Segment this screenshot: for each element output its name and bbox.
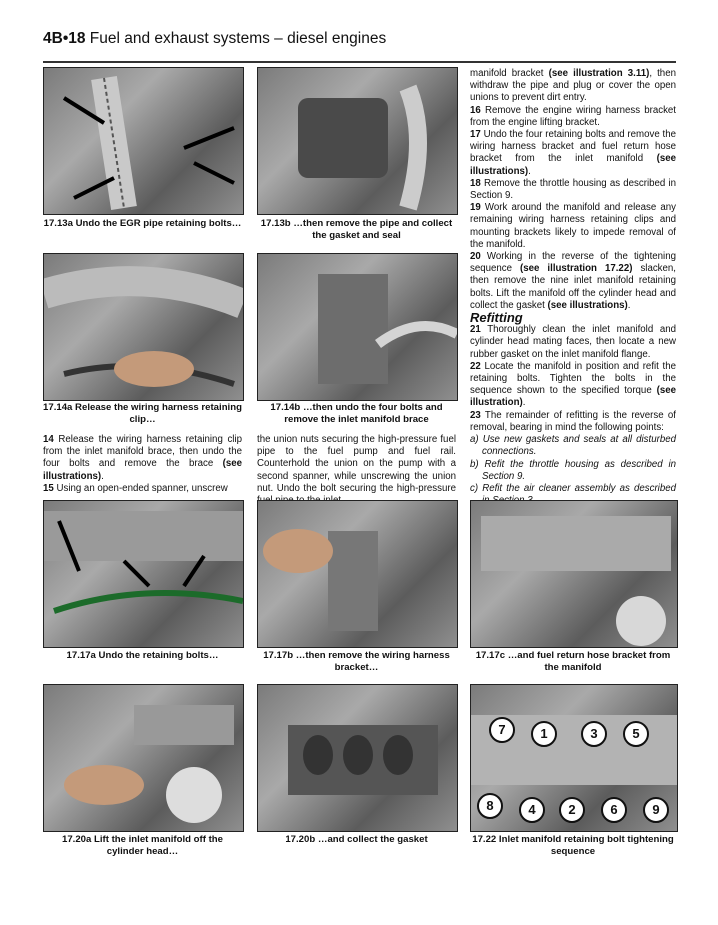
photo-17-13a [43, 67, 244, 215]
photo-17-17b [257, 500, 458, 648]
photo-17-17a [43, 500, 244, 648]
caption-17-13b: 17.13b …then remove the pipe and collect the gasket and seal [260, 218, 453, 241]
header-rule [43, 61, 676, 63]
page-number: 4B•18 [43, 30, 86, 47]
photo-17-14a [43, 253, 244, 401]
caption-17-17c: 17.17c …and fuel return hose bracket from the manifold [475, 650, 671, 673]
photo-17-13b [257, 67, 458, 215]
caption-17-17b: 17.17b …then remove the wiring harness bracket… [263, 650, 450, 673]
section-heading-refitting: Refitting [470, 310, 523, 326]
caption-17-14a: 17.14a Release the wiring harness retaining clip… [43, 402, 242, 425]
page-header [43, 30, 386, 48]
photo-17-20b [257, 684, 458, 832]
photo-17-22 [470, 684, 678, 832]
caption-17-22: 17.22 Inlet manifold retaining bolt tightening sequence [472, 834, 674, 857]
caption-17-20b: 17.20b …and collect the gasket [285, 834, 428, 845]
sequence-label: 9 [643, 797, 669, 823]
photo-17-14b [257, 253, 458, 401]
sequence-label: 6 [601, 797, 627, 823]
sequence-label: 2 [559, 797, 585, 823]
caption-17-13a: 17.13a Undo the EGR pipe retaining bolts… [43, 218, 242, 229]
sequence-label: 1 [531, 721, 557, 747]
text-column-left: 14 Release the wiring harness retaining clip from the inlet manifold brace, then undo the four bolts and remove the brace (see illustrations). 15 Using an open-ended spanner, unscrew [43, 434, 242, 494]
text-column-middle: the union nuts securing the high-pressure fuel pipe to the fuel pump and fuel rail. Counterhold the union on the pump with a second spanner, while unscrewing the union nut. Undo the bolt securing the high-pressure [257, 434, 456, 494]
sequence-label: 7 [489, 717, 515, 743]
text-column-right: manifold bracket (see illustration 3.11), then withdraw the pipe and plug or cover the open unions to prevent dirt entry. 16 Remove the engine wiring harness bracket from the engine lifting bracket. 17 Undo the four retaining bolts and remove the wiring harness bracket and fuel return hose bracket from the inlet manifold (see illustrations). 18 Remove the throttle housing as described in Section 9. 19 Work around the manifold and release any remaining wiring harness retaining clips and mounting brackets likely to impede removal of the manifold. 20 Working in the reverse of the tightening sequence (see illustration 17.22) slacken, then remove the nine inlet manifold retaining bolts. Lift the manifold off the cylinder head and collect the gasket (see illustrations). Refitting 21 Thoroughly clean the inlet manifold and cylinder head mating faces, then locate a new rubber gasket on the inlet manifold flange. 22 Locate the manifold in position and refit the retaining bolts. Tighten the bolts in the sequence shown to the specified torque (see illustration). 23 The remainder of refitting is the reverse of removal, bearing in mind the following points: a) Use new gaskets and seals at all disturbed connections. b) Refit the throttle housing as described in Section 9. c) Refit the air cleaner assembly as described [470, 68, 676, 494]
sequence-label: 4 [519, 797, 545, 823]
caption-17-17a: 17.17a Undo the retaining bolts… [66, 650, 219, 661]
photo-17-17c [470, 500, 678, 648]
sequence-label: 5 [623, 721, 649, 747]
photo-17-20a [43, 684, 244, 832]
sequence-label: 8 [477, 793, 503, 819]
sequence-label: 3 [581, 721, 607, 747]
caption-17-14b: 17.14b …then undo the four bolts and remove the inlet manifold brace [270, 402, 443, 425]
caption-17-20a: 17.20a Lift the inlet manifold off the cylinder head… [62, 834, 223, 857]
chapter-title: Fuel and exhaust systems – diesel engines [89, 30, 387, 47]
